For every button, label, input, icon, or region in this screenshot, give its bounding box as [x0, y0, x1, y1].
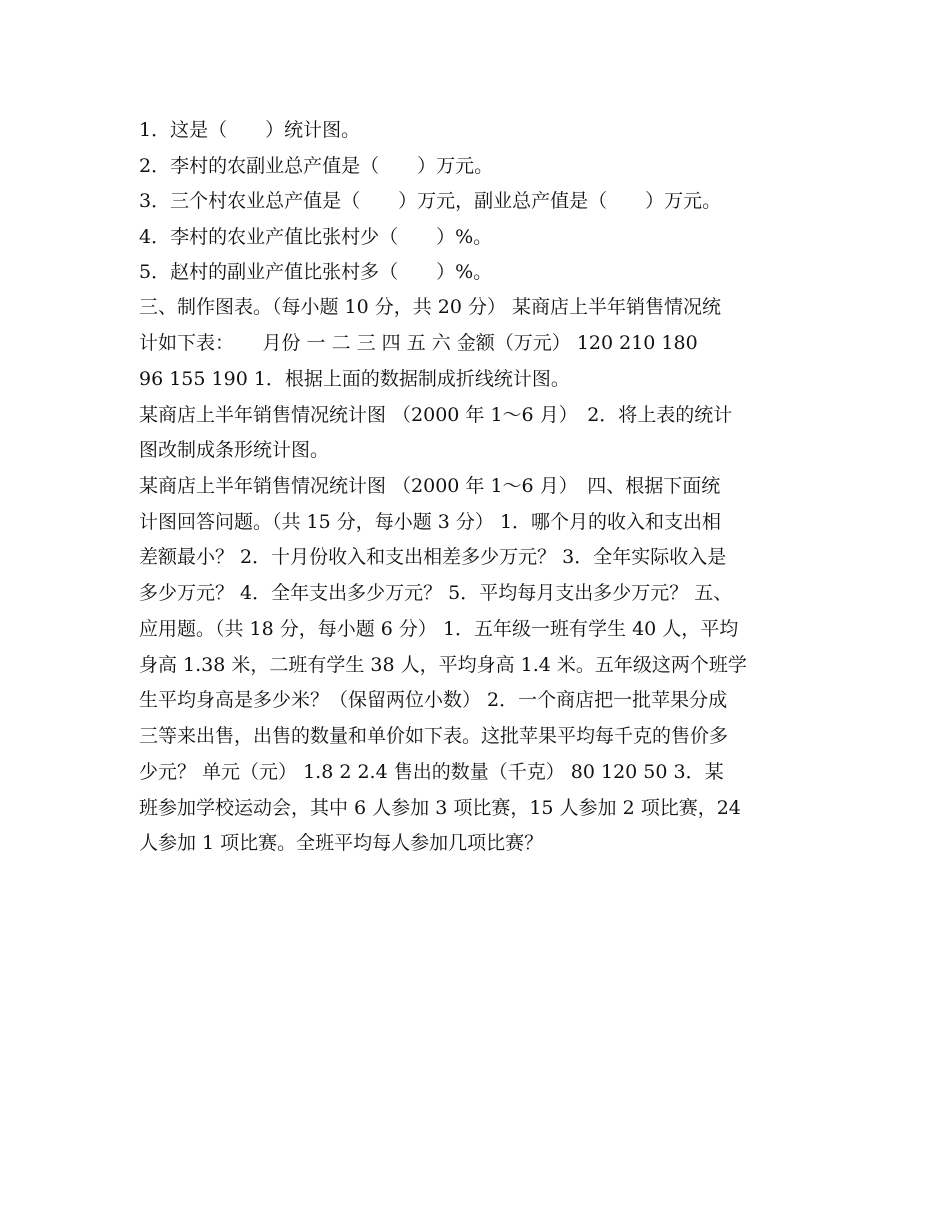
- text-line: 图改制成条形统计图。: [139, 439, 330, 461]
- text-line: 三等来出售，出售的数量和单价如下表。这批苹果平均每千克的售价多: [139, 725, 729, 747]
- text-line: 96 155 190 1．根据上面的数据制成折线统计图。: [139, 368, 570, 390]
- text-line: 1．这是（ ）统计图。: [139, 119, 361, 141]
- text-line: 生平均身高是多少米？（保留两位小数） 2．一个商店把一批苹果分成: [139, 689, 728, 711]
- text-line: 应用题。（共 18 分，每小题 6 分） 1．五年级一班有学生 40 人，平均: [139, 618, 739, 640]
- text-line: 三、制作图表。（每小题 10 分，共 20 分） 某商店上半年销售情况统: [139, 296, 722, 318]
- text-line: 计如下表： 月份 一 二 三 四 五 六 金额（万元） 120 210 180: [139, 332, 698, 354]
- text-line: 2．李村的农副业总产值是（ ）万元。: [139, 155, 494, 177]
- text-line: 多少万元？ 4．全年支出多少万元？ 5．平均每月支出多少万元？ 五、: [139, 582, 733, 604]
- text-line: 5．赵村的副业产值比张村多（ ）%。: [139, 261, 493, 283]
- text-line: 班参加学校运动会，其中 6 人参加 3 项比赛，15 人参加 2 项比赛，24: [139, 797, 741, 819]
- text-line: 差额最小？ 2．十月份收入和支出相差多少万元？ 3．全年实际收入是: [139, 546, 727, 568]
- text-line: 人参加 1 项比赛。全班平均每人参加几项比赛？: [139, 832, 544, 854]
- text-line: 某商店上半年销售情况统计图 （2000 年 1～6 月） 四、根据下面统: [139, 475, 721, 497]
- text-line: 某商店上半年销售情况统计图 （2000 年 1～6 月） 2．将上表的统计: [139, 404, 733, 426]
- text-line: 计图回答问题。（共 15 分，每小题 3 分） 1．哪个月的收入和支出相: [139, 511, 722, 533]
- text-line: 身高 1.38 米，二班有学生 38 人，平均身高 1.4 米。五年级这两个班学: [139, 654, 747, 676]
- text-line: 少元？ 单元（元） 1.8 2 2.4 售出的数量（千克） 80 120 50 3．某: [139, 761, 724, 783]
- text-line: 4．李村的农业产值比张村少（ ）%。: [139, 226, 493, 248]
- text-line: 3．三个村农业总产值是（ ）万元，副业总产值是（ ）万元。: [139, 190, 722, 212]
